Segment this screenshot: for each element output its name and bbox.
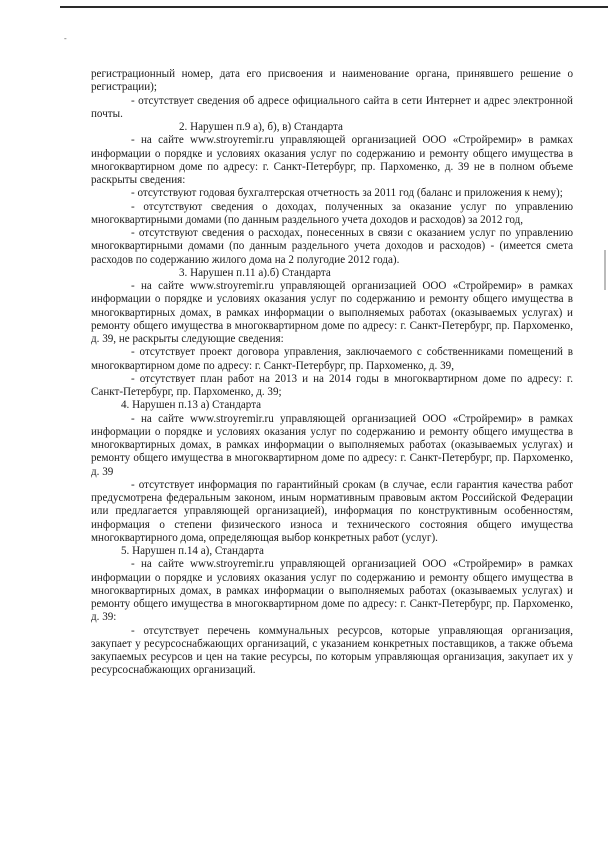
heading-violation-4: 4. Нарушен п.13 а) Стандарта: [121, 399, 262, 412]
paragraph-no-expenses: - отсутствуют сведения о расходах, понесенных в связи с оказанием услуг по управлению многоквартирными домами (по данным раздельного учета доходов и расходов) - (имеется смета расходов по содержанию жилого дома на 2 полугодие 2012 года).: [91, 227, 573, 266]
scan-edge-shadow: [604, 250, 606, 290]
document-body: [91, 68, 573, 678]
paragraph-site-info-2: - на сайте www.stroyremir.ru управляющей организацией ООО «Стройремир» в рамках информации о порядке и условиях оказания услуг по содержанию и ремонту общего имущества в многоквартирных домах, в рамках информации о выполняемых работах (оказываемых услугах) и ремонту общего имущества в многоквартирном доме по адресу: г. Санкт-Петербург, пр. Пархоменко, д. 39, не раскрыты следующие сведения:: [91, 280, 573, 345]
paragraph-site-info-4: - на сайте www.stroyremir.ru управляющей организацией ООО «Стройремир» в рамках информации о порядке и условиях оказания услуг по содержанию и ремонту общего имущества в многоквартирных домах, в рамках информации о выполняемых работах (оказываемых услугах) и ремонту общего имущества в многоквартирном доме по адресу: г. Санкт-Петербург, пр. Пархоменко, д. 39:: [91, 558, 573, 624]
paragraph-no-work-plan: - отсутствует план работ на 2013 и на 2014 годы в многоквартирном доме по адресу: г. Санкт-Петербург, пр. Пархоменко, д. 39;: [91, 372, 573, 398]
heading-violation-5: 5. Нарушен п.14 а), Стандарта: [121, 545, 264, 557]
paragraph-no-website: - отсутствует сведения об адресе официального сайта в сети Интернет и адрес электронной почты.: [91, 94, 573, 120]
heading-violation-3: 3. Нарушен п.11 а).б) Стандарта: [179, 266, 331, 279]
scan-top-border: [60, 6, 608, 8]
paragraph-no-accounting: - отсутствуют годовая бухгалтерская отчетность за 2011 год (баланс и приложения к нему);: [131, 187, 563, 200]
heading-violation-2: 2. Нарушен п.9 а), б), в) Стандарта: [179, 121, 343, 133]
paragraph-site-info-1: - на сайте www.stroyremir.ru управляющей организацией ООО «Стройремир» в рамках информации о порядке и условиях оказания услуг по содержанию и ремонту общего имущества в многоквартирном доме по адресу: г. Санкт-Петербург, пр. Пархоменко, д. 39 не в полном объеме раскрыты сведения:: [91, 134, 573, 186]
paragraph-site-info-3: - на сайте www.stroyremir.ru управляющей организацией ООО «Стройремир» в рамках информации о порядке и условиях оказания услуг по содержанию и ремонту общего имущества в многоквартирных домах, в рамках информации о выполняемых работах (оказываемых услугах) и ремонту общего имущества в многоквартирном доме по адресу: г. Санкт-Петербург, пр. Пархоменко, д. 39: [91, 412, 573, 478]
paragraph-no-utilities: - отсутствует перечень коммунальных ресурсов, которые управляющая организация, закупает у ресурсоснабжающих организаций, с указанием конкретных поставщиков, а также объема закупаемых ресурсов и цен на такие ресурсы, по которым управляющая организация, закупает их у ресурсоснабжающих организаций.: [91, 624, 573, 677]
paragraph-registration: регистрационный номер, дата его присвоения и наименование органа, принявшего решение о регистрации);: [91, 68, 573, 94]
paragraph-no-contract: - отсутствует проект договора управления, заключаемого с собственниками помещений в многоквартирном доме по адресу: г. Санкт-Петербург, пр. Пархоменко, д. 39,: [91, 346, 573, 372]
scan-corner-mark: -: [64, 34, 67, 43]
paragraph-no-warranty: - отсутствует информация по гарантийный срокам (в случае, если гарантия качества работ предусмотрена федеральным законом, иным нормативным правовым актом Российской Федерации или предлагается управляющей организацией), информация по конструктивным особенностям, информация о степени физического износа и технического состояния общего имущества многоквартирного дома, определяющая выбор конкретных работ (услуг).: [91, 478, 573, 544]
paragraph-no-income: - отсутствуют сведения о доходах, полученных за оказание услуг по управлению многоквартирными домами (по данным раздельного учета доходов и расходов) за 2012 год,: [91, 200, 573, 226]
